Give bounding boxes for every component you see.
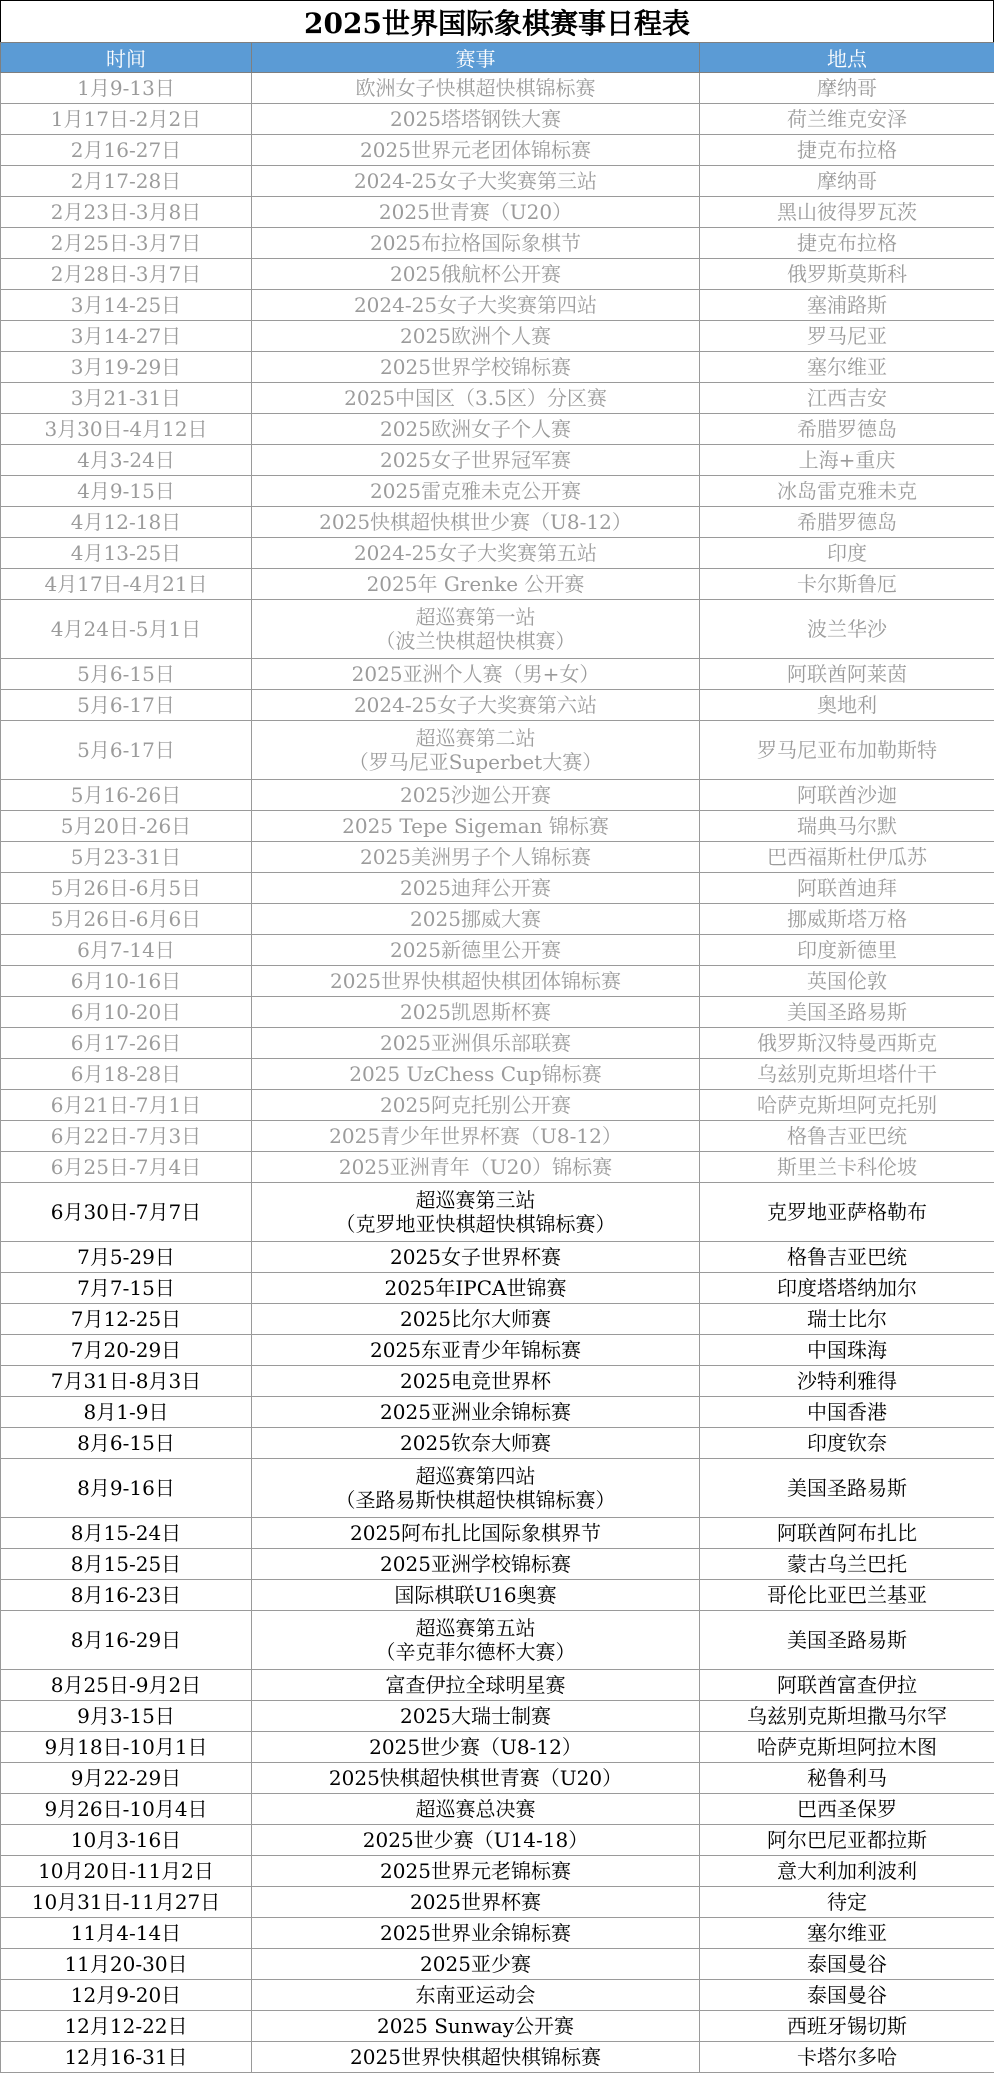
header-place: 地点	[700, 43, 994, 73]
cell-event	[252, 1459, 700, 1518]
cell-event: 富查伊拉全球明星赛	[252, 1670, 700, 1701]
table-row	[1, 1918, 994, 1949]
event-line-2: （克罗地亚快棋超快棋锦标赛）	[252, 1212, 699, 1236]
cell-event: 2025世界学校锦标赛	[252, 352, 700, 383]
cell-time: 8月15-24日	[1, 1518, 252, 1549]
table-row	[1, 1549, 994, 1580]
cell-place: 美国圣路易斯	[700, 1611, 994, 1670]
event-line-2: （罗马尼亚Superbet大赛）	[252, 750, 699, 774]
cell-event	[252, 721, 700, 780]
cell-event	[252, 1183, 700, 1242]
cell-time: 10月31日-11月27日	[1, 1887, 252, 1918]
cell-time: 1月17日-2月2日	[1, 104, 252, 135]
cell-time: 6月10-20日	[1, 997, 252, 1028]
cell-place: 捷克布拉格	[700, 228, 994, 259]
table-row	[1, 228, 994, 259]
cell-event	[252, 600, 700, 659]
cell-place: 沙特利雅得	[700, 1366, 994, 1397]
cell-place: 印度新德里	[700, 935, 994, 966]
table-row	[1, 135, 994, 166]
cell-event: 2025大瑞士制赛	[252, 1701, 700, 1732]
cell-time: 7月20-29日	[1, 1335, 252, 1366]
cell-place: 哥伦比亚巴兰基亚	[700, 1580, 994, 1611]
cell-place: 捷克布拉格	[700, 135, 994, 166]
table-row	[1, 2011, 994, 2042]
cell-place: 阿联酋阿莱茵	[700, 659, 994, 690]
cell-place: 中国珠海	[700, 1335, 994, 1366]
cell-place: 泰国曼谷	[700, 1949, 994, 1980]
cell-time: 12月16-31日	[1, 2042, 252, 2073]
cell-time: 6月10-16日	[1, 966, 252, 997]
cell-place: 俄罗斯莫斯科	[700, 259, 994, 290]
cell-time: 4月3-24日	[1, 445, 252, 476]
cell-time: 7月31日-8月3日	[1, 1366, 252, 1397]
table-row	[1, 104, 994, 135]
cell-time: 10月20日-11月2日	[1, 1856, 252, 1887]
cell-event: 2025沙迦公开赛	[252, 780, 700, 811]
table-row	[1, 1428, 994, 1459]
cell-time: 7月5-29日	[1, 1242, 252, 1273]
table-row	[1, 1825, 994, 1856]
table-row	[1, 476, 994, 507]
cell-time: 2月16-27日	[1, 135, 252, 166]
cell-time: 8月6-15日	[1, 1428, 252, 1459]
table-row	[1, 1518, 994, 1549]
table-row	[1, 1732, 994, 1763]
cell-event: 2025塔塔钢铁大赛	[252, 104, 700, 135]
schedule-table	[0, 42, 994, 2073]
table-row	[1, 1121, 994, 1152]
table-row	[1, 1335, 994, 1366]
cell-event: 2025凯恩斯杯赛	[252, 997, 700, 1028]
cell-event: 2025世界元老锦标赛	[252, 1856, 700, 1887]
cell-place: 摩纳哥	[700, 73, 994, 104]
cell-place: 奥地利	[700, 690, 994, 721]
cell-place: 哈萨克斯坦阿克托别	[700, 1090, 994, 1121]
cell-place: 哈萨克斯坦阿拉木图	[700, 1732, 994, 1763]
cell-time: 10月3-16日	[1, 1825, 252, 1856]
cell-time: 6月22日-7月3日	[1, 1121, 252, 1152]
table-row	[1, 1701, 994, 1732]
cell-place: 印度塔塔纳加尔	[700, 1273, 994, 1304]
table-row	[1, 600, 994, 659]
cell-event: 2025东亚青少年锦标赛	[252, 1335, 700, 1366]
table-row	[1, 321, 994, 352]
cell-event: 2025世界快棋超快棋锦标赛	[252, 2042, 700, 2073]
cell-event: 2025亚洲业余锦标赛	[252, 1397, 700, 1428]
table-row	[1, 1949, 994, 1980]
cell-event: 2025快棋超快棋世青赛（U20）	[252, 1763, 700, 1794]
cell-place: 冰岛雷克雅未克	[700, 476, 994, 507]
table-row	[1, 935, 994, 966]
cell-time: 2月25日-3月7日	[1, 228, 252, 259]
cell-time: 3月19-29日	[1, 352, 252, 383]
cell-time: 5月16-26日	[1, 780, 252, 811]
cell-place: 中国香港	[700, 1397, 994, 1428]
cell-event: 2025俄航杯公开赛	[252, 259, 700, 290]
cell-time: 3月14-27日	[1, 321, 252, 352]
cell-time: 11月4-14日	[1, 1918, 252, 1949]
event-line-1: 超巡赛第五站	[252, 1616, 699, 1640]
cell-event: 2025 Tepe Sigeman 锦标赛	[252, 811, 700, 842]
cell-event: 2025世界快棋超快棋团体锦标赛	[252, 966, 700, 997]
header-row	[1, 43, 994, 73]
cell-event: 2025亚少赛	[252, 1949, 700, 1980]
schedule-body	[1, 73, 994, 2073]
cell-time: 5月6-15日	[1, 659, 252, 690]
header-event: 赛事	[252, 43, 700, 73]
table-row	[1, 1090, 994, 1121]
cell-place: 塞尔维亚	[700, 352, 994, 383]
cell-time: 6月17-26日	[1, 1028, 252, 1059]
table-row	[1, 873, 994, 904]
cell-event: 2025亚洲个人赛（男+女）	[252, 659, 700, 690]
table-row	[1, 569, 994, 600]
cell-place: 乌兹别克斯坦撒马尔罕	[700, 1701, 994, 1732]
header-time: 时间	[1, 43, 252, 73]
table-row	[1, 73, 994, 104]
cell-place: 罗马尼亚布加勒斯特	[700, 721, 994, 780]
table-row	[1, 1242, 994, 1273]
table-row	[1, 780, 994, 811]
cell-event: 2025新德里公开赛	[252, 935, 700, 966]
cell-time: 2月23日-3月8日	[1, 197, 252, 228]
cell-place: 希腊罗德岛	[700, 414, 994, 445]
cell-event: 2025亚洲俱乐部联赛	[252, 1028, 700, 1059]
cell-time: 8月16-29日	[1, 1611, 252, 1670]
cell-place: 乌兹别克斯坦塔什干	[700, 1059, 994, 1090]
cell-event: 2025挪威大赛	[252, 904, 700, 935]
cell-event: 2025钦奈大师赛	[252, 1428, 700, 1459]
cell-event: 2025阿布扎比国际象棋界节	[252, 1518, 700, 1549]
cell-event: 2025布拉格国际象棋节	[252, 228, 700, 259]
table-row	[1, 1059, 994, 1090]
cell-event: 2025女子世界冠军赛	[252, 445, 700, 476]
cell-place: 阿联酋阿布扎比	[700, 1518, 994, 1549]
cell-place: 印度	[700, 538, 994, 569]
cell-time: 6月21日-7月1日	[1, 1090, 252, 1121]
cell-place: 西班牙锡切斯	[700, 2011, 994, 2042]
cell-time: 4月17日-4月21日	[1, 569, 252, 600]
table-row	[1, 352, 994, 383]
cell-event: 国际棋联U16奥赛	[252, 1580, 700, 1611]
cell-place: 上海+重庆	[700, 445, 994, 476]
cell-place: 克罗地亚萨格勒布	[700, 1183, 994, 1242]
table-row	[1, 1366, 994, 1397]
cell-time: 4月24日-5月1日	[1, 600, 252, 659]
cell-time: 9月18日-10月1日	[1, 1732, 252, 1763]
cell-event: 2025世少赛（U14-18）	[252, 1825, 700, 1856]
cell-time: 3月30日-4月12日	[1, 414, 252, 445]
cell-time: 5月6-17日	[1, 690, 252, 721]
cell-event: 2025迪拜公开赛	[252, 873, 700, 904]
cell-time: 9月3-15日	[1, 1701, 252, 1732]
cell-time: 8月1-9日	[1, 1397, 252, 1428]
cell-place: 巴西圣保罗	[700, 1794, 994, 1825]
cell-place: 待定	[700, 1887, 994, 1918]
cell-event: 2025 Sunway公开赛	[252, 2011, 700, 2042]
cell-place: 格鲁吉亚巴统	[700, 1242, 994, 1273]
table-row	[1, 1304, 994, 1335]
table-row	[1, 166, 994, 197]
cell-place: 荷兰维克安泽	[700, 104, 994, 135]
table-row	[1, 259, 994, 290]
table-row	[1, 659, 994, 690]
table-row	[1, 721, 994, 780]
cell-event: 2025电竞世界杯	[252, 1366, 700, 1397]
cell-event: 2024-25女子大奖赛第三站	[252, 166, 700, 197]
cell-event: 2025 UzChess Cup锦标赛	[252, 1059, 700, 1090]
cell-event: 2025世少赛（U8-12）	[252, 1732, 700, 1763]
cell-event: 2025雷克雅未克公开赛	[252, 476, 700, 507]
table-row	[1, 811, 994, 842]
table-row	[1, 1763, 994, 1794]
table-row	[1, 842, 994, 873]
table-row	[1, 383, 994, 414]
cell-time: 3月14-25日	[1, 290, 252, 321]
cell-place: 阿联酋迪拜	[700, 873, 994, 904]
table-row	[1, 1794, 994, 1825]
table-row	[1, 507, 994, 538]
cell-time: 4月12-18日	[1, 507, 252, 538]
table-row	[1, 966, 994, 997]
cell-place: 塞尔维亚	[700, 1918, 994, 1949]
cell-place: 黑山彼得罗瓦茨	[700, 197, 994, 228]
cell-event: 2025比尔大师赛	[252, 1304, 700, 1335]
event-line-1: 超巡赛第四站	[252, 1464, 699, 1488]
table-row	[1, 1183, 994, 1242]
cell-event: 2025中国区（3.5区）分区赛	[252, 383, 700, 414]
cell-place: 俄罗斯汉特曼西斯克	[700, 1028, 994, 1059]
cell-event: 2025青少年世界杯赛（U8-12）	[252, 1121, 700, 1152]
table-row	[1, 197, 994, 228]
cell-time: 11月20-30日	[1, 1949, 252, 1980]
cell-event: 2025亚洲青年（U20）锦标赛	[252, 1152, 700, 1183]
table-row	[1, 904, 994, 935]
cell-time: 8月16-23日	[1, 1580, 252, 1611]
cell-place: 格鲁吉亚巴统	[700, 1121, 994, 1152]
cell-time: 12月12-22日	[1, 2011, 252, 2042]
page-title: 2025世界国际象棋赛事日程表	[0, 0, 994, 42]
cell-time: 9月26日-10月4日	[1, 1794, 252, 1825]
cell-place: 瑞典马尔默	[700, 811, 994, 842]
cell-time: 7月12-25日	[1, 1304, 252, 1335]
cell-place: 挪威斯塔万格	[700, 904, 994, 935]
cell-place: 英国伦敦	[700, 966, 994, 997]
table-row	[1, 1459, 994, 1518]
cell-event: 2025世界杯赛	[252, 1887, 700, 1918]
table-row	[1, 690, 994, 721]
cell-event	[252, 1611, 700, 1670]
cell-place: 塞浦路斯	[700, 290, 994, 321]
cell-event: 2025欧洲个人赛	[252, 321, 700, 352]
table-row	[1, 538, 994, 569]
table-row	[1, 290, 994, 321]
cell-time: 8月25日-9月2日	[1, 1670, 252, 1701]
event-line-2: （圣路易斯快棋超快棋锦标赛）	[252, 1488, 699, 1512]
cell-time: 6月25日-7月4日	[1, 1152, 252, 1183]
cell-time: 3月21-31日	[1, 383, 252, 414]
cell-event: 2025年 Grenke 公开赛	[252, 569, 700, 600]
cell-time: 6月7-14日	[1, 935, 252, 966]
cell-event: 2025美洲男子个人锦标赛	[252, 842, 700, 873]
cell-place: 美国圣路易斯	[700, 1459, 994, 1518]
cell-time: 8月15-25日	[1, 1549, 252, 1580]
table-row	[1, 1028, 994, 1059]
cell-place: 泰国曼谷	[700, 1980, 994, 2011]
cell-time: 12月9-20日	[1, 1980, 252, 2011]
table-row	[1, 1887, 994, 1918]
table-row	[1, 1152, 994, 1183]
cell-place: 希腊罗德岛	[700, 507, 994, 538]
event-line-1: 超巡赛第一站	[252, 605, 699, 629]
cell-place: 美国圣路易斯	[700, 997, 994, 1028]
cell-event: 2025阿克托别公开赛	[252, 1090, 700, 1121]
cell-time: 5月20日-26日	[1, 811, 252, 842]
cell-event: 欧洲女子快棋超快棋锦标赛	[252, 73, 700, 104]
cell-event: 东南亚运动会	[252, 1980, 700, 2011]
cell-event: 2024-25女子大奖赛第五站	[252, 538, 700, 569]
cell-place: 波兰华沙	[700, 600, 994, 659]
cell-time: 4月9-15日	[1, 476, 252, 507]
cell-event: 2025欧洲女子个人赛	[252, 414, 700, 445]
cell-event: 2025年IPCA世锦赛	[252, 1273, 700, 1304]
cell-place: 卡塔尔多哈	[700, 2042, 994, 2073]
cell-place: 蒙古乌兰巴托	[700, 1549, 994, 1580]
cell-time: 1月9-13日	[1, 73, 252, 104]
table-row	[1, 997, 994, 1028]
event-line-1: 超巡赛第三站	[252, 1188, 699, 1212]
cell-event: 2025世界元老团体锦标赛	[252, 135, 700, 166]
cell-event: 2024-25女子大奖赛第六站	[252, 690, 700, 721]
cell-place: 意大利加利波利	[700, 1856, 994, 1887]
cell-place: 秘鲁利马	[700, 1763, 994, 1794]
cell-event: 2024-25女子大奖赛第四站	[252, 290, 700, 321]
table-row	[1, 1273, 994, 1304]
cell-time: 5月26日-6月5日	[1, 873, 252, 904]
cell-time: 5月6-17日	[1, 721, 252, 780]
cell-time: 9月22-29日	[1, 1763, 252, 1794]
cell-event: 超巡赛总决赛	[252, 1794, 700, 1825]
cell-time: 7月7-15日	[1, 1273, 252, 1304]
cell-time: 6月18-28日	[1, 1059, 252, 1090]
cell-time: 6月30日-7月7日	[1, 1183, 252, 1242]
cell-event: 2025世界业余锦标赛	[252, 1918, 700, 1949]
cell-event: 2025亚洲学校锦标赛	[252, 1549, 700, 1580]
cell-place: 瑞士比尔	[700, 1304, 994, 1335]
cell-place: 斯里兰卡科伦坡	[700, 1152, 994, 1183]
cell-time: 2月17-28日	[1, 166, 252, 197]
table-row	[1, 414, 994, 445]
cell-place: 印度钦奈	[700, 1428, 994, 1459]
table-row	[1, 1611, 994, 1670]
table-row	[1, 1980, 994, 2011]
cell-event: 2025世青赛（U20）	[252, 197, 700, 228]
event-line-1: 超巡赛第二站	[252, 726, 699, 750]
cell-time: 4月13-25日	[1, 538, 252, 569]
cell-place: 阿尔巴尼亚都拉斯	[700, 1825, 994, 1856]
cell-time: 8月9-16日	[1, 1459, 252, 1518]
table-row	[1, 1580, 994, 1611]
table-row	[1, 2042, 994, 2073]
cell-place: 罗马尼亚	[700, 321, 994, 352]
table-row	[1, 1670, 994, 1701]
cell-place: 摩纳哥	[700, 166, 994, 197]
cell-place: 阿联酋富查伊拉	[700, 1670, 994, 1701]
cell-event: 2025女子世界杯赛	[252, 1242, 700, 1273]
cell-place: 卡尔斯鲁厄	[700, 569, 994, 600]
cell-place: 巴西福斯杜伊瓜苏	[700, 842, 994, 873]
cell-time: 2月28日-3月7日	[1, 259, 252, 290]
table-row	[1, 445, 994, 476]
event-line-2: （辛克菲尔德杯大赛）	[252, 1640, 699, 1664]
cell-place: 阿联酋沙迦	[700, 780, 994, 811]
cell-event: 2025快棋超快棋世少赛（U8-12）	[252, 507, 700, 538]
table-row	[1, 1397, 994, 1428]
cell-time: 5月26日-6月6日	[1, 904, 252, 935]
event-line-2: （波兰快棋超快棋赛）	[252, 629, 699, 653]
cell-time: 5月23-31日	[1, 842, 252, 873]
table-row	[1, 1856, 994, 1887]
cell-place: 江西吉安	[700, 383, 994, 414]
